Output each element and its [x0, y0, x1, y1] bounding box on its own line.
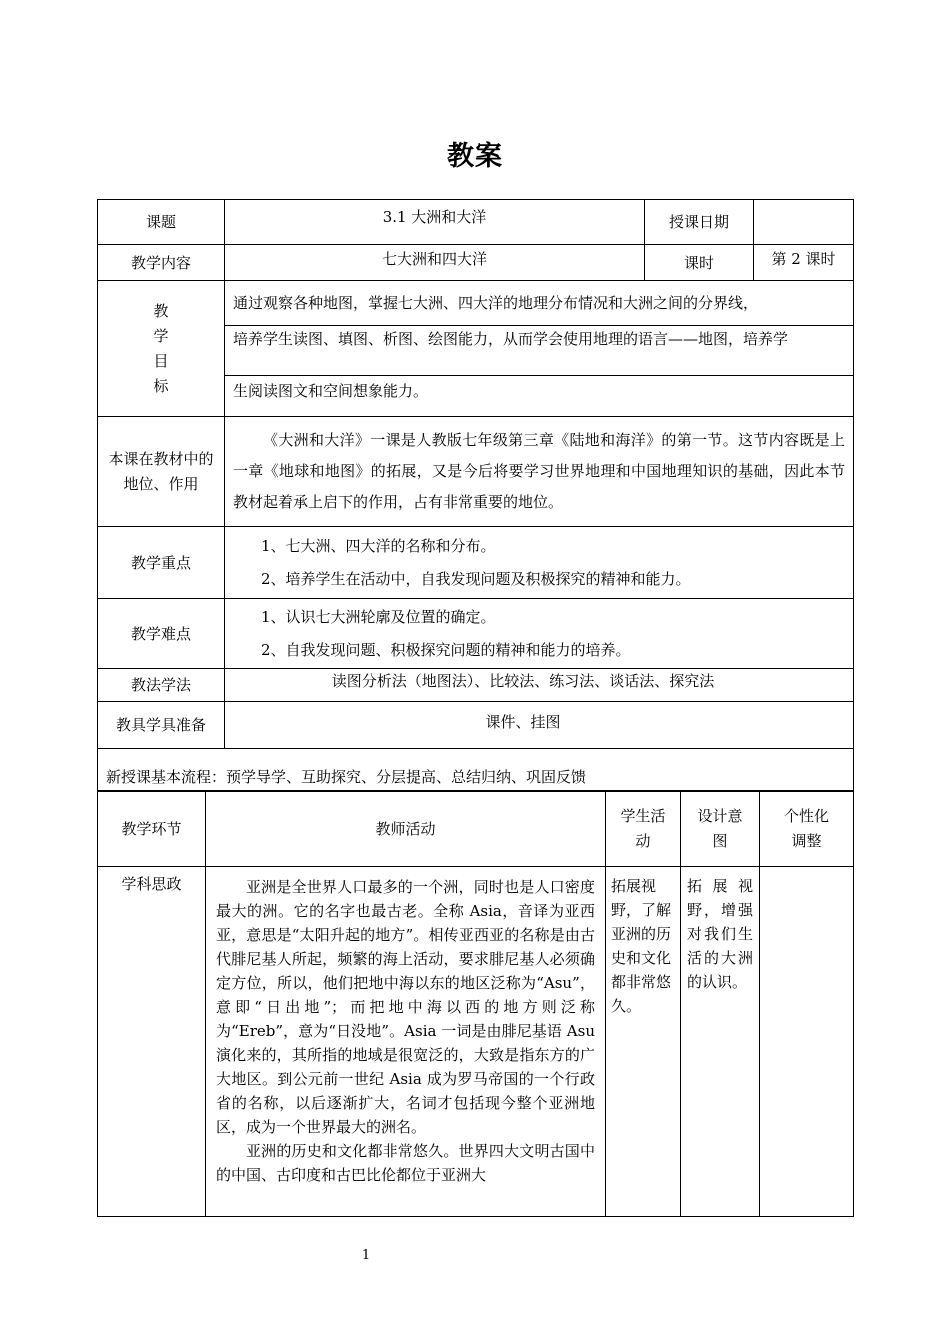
key-point-item: 2、培养学生在活动中，自我发现问题及积极探究的精神和能力。: [261, 569, 691, 588]
goals-label-char: 学: [153, 326, 169, 345]
topic-label: 课题: [98, 200, 225, 245]
design-header: 设计意图: [681, 791, 760, 867]
stage-cell: 学科思政: [98, 867, 206, 1217]
student-cell: 拓展视野，了解亚洲的历史和文化都非常悠久。: [606, 867, 681, 1217]
stage-header: 教学环节: [98, 791, 206, 867]
teacher-cell: [206, 867, 606, 1217]
hours-label: 课时: [645, 245, 754, 281]
goal-line: 培养学生读图、填图、析图、绘图能力，从而学会使用地理的语言——地图，培养学: [225, 325, 853, 375]
position-text: 《大洲和大洋》一课是人教版七年级第三章《陆地和海洋》的第一节。这节内容既是上一章《地球和地图》的拓展，又是今后将要学习世界地理和中国地理知识的基础，因此本节教材起着承上启下的作用，占有非常重要的地位。: [225, 417, 854, 527]
content-label: 教学内容: [98, 245, 225, 281]
student-header: 学生活动: [606, 791, 681, 867]
document-title: 教案: [447, 141, 503, 172]
goals-label-char: 教: [153, 301, 169, 320]
difficulty-item: 1、认识七大洲轮廓及位置的确定。: [261, 607, 496, 626]
goals-content: [225, 281, 854, 417]
teacher-paragraph: 亚洲是全世界人口最多的一个洲，同时也是人口密度最大的洲。它的名字也最古老。全称 Asia，音译为亚西亚，意思是“太阳升起的地方”。相传亚西亚的名称是由古代腓尼基人所起，频繁的海上活动，要求腓尼基人必须确定方位，所以，他们把地中海以东的地区泛称为“Asu”，意即“日出地”；而把地中海以西的地方则泛称为“Ereb”，意为“日没地”。Asia 一词是由腓尼基语 Asu 演化来的，其所指的地域是很宽泛的，大致是指东方的广大地区。到公元前一世纪 Asia 成为罗马帝国的一个行政省的名称，以后逐渐扩大，名词才包括现今整个亚洲地区，成为一个世界最大的洲名。: [216, 878, 595, 1136]
page-number: 1: [361, 1248, 371, 1263]
methods-value: 读图分析法（地图法）、比较法、练习法、谈话法、探究法: [225, 669, 854, 702]
goal-line: 生阅读图文和空间想象能力。: [225, 375, 853, 405]
topic-value: 3.1 大洲和大洋: [225, 200, 645, 245]
hours-value: 第 2 课时: [754, 245, 854, 281]
goal-line: 通过观察各种地图，掌握七大洲、四大洋的地理分布情况和大洲之间的分界线，: [233, 294, 759, 312]
difficulty-item: 2、自我发现问题、积极探究问题的精神和能力的培养。: [261, 640, 631, 659]
design-cell: 拓展视野，增强对我们生活的大洲的认识。: [681, 867, 760, 1217]
date-value: [754, 200, 854, 245]
flow-text: 新授课基本流程：预学导学、互助探究、分层提高、总结归纳、巩固反馈: [98, 749, 854, 792]
process-table: [97, 790, 854, 1217]
personal-header: 个性化调整: [760, 791, 854, 867]
lesson-info-table: [97, 199, 854, 792]
personal-cell: [760, 867, 854, 1217]
goals-label-char: 目: [153, 351, 169, 370]
difficulties-content: [225, 599, 854, 669]
position-label: 本课在教材中的地位、作用: [98, 417, 225, 527]
date-label: 授课日期: [645, 200, 754, 245]
key-point-item: 1、七大洲、四大洋的名称和分布。: [261, 536, 496, 555]
difficulties-label: 教学难点: [98, 599, 225, 669]
key-points-label: 教学重点: [98, 527, 225, 599]
key-points-content: [225, 527, 854, 599]
teacher-paragraph: 亚洲的历史和文化都非常悠久。世界四大文明古国中的中国、古印度和古巴比伦都位于亚洲大: [216, 1142, 595, 1184]
tools-value: 课件、挂图: [225, 702, 854, 749]
content-value: 七大洲和四大洋: [225, 245, 645, 281]
goals-label-char: 标: [153, 376, 169, 395]
goals-label: [98, 281, 225, 417]
teacher-header: 教师活动: [206, 791, 606, 867]
methods-label: 教法学法: [98, 669, 225, 702]
tools-label: 教具学具准备: [98, 702, 225, 749]
